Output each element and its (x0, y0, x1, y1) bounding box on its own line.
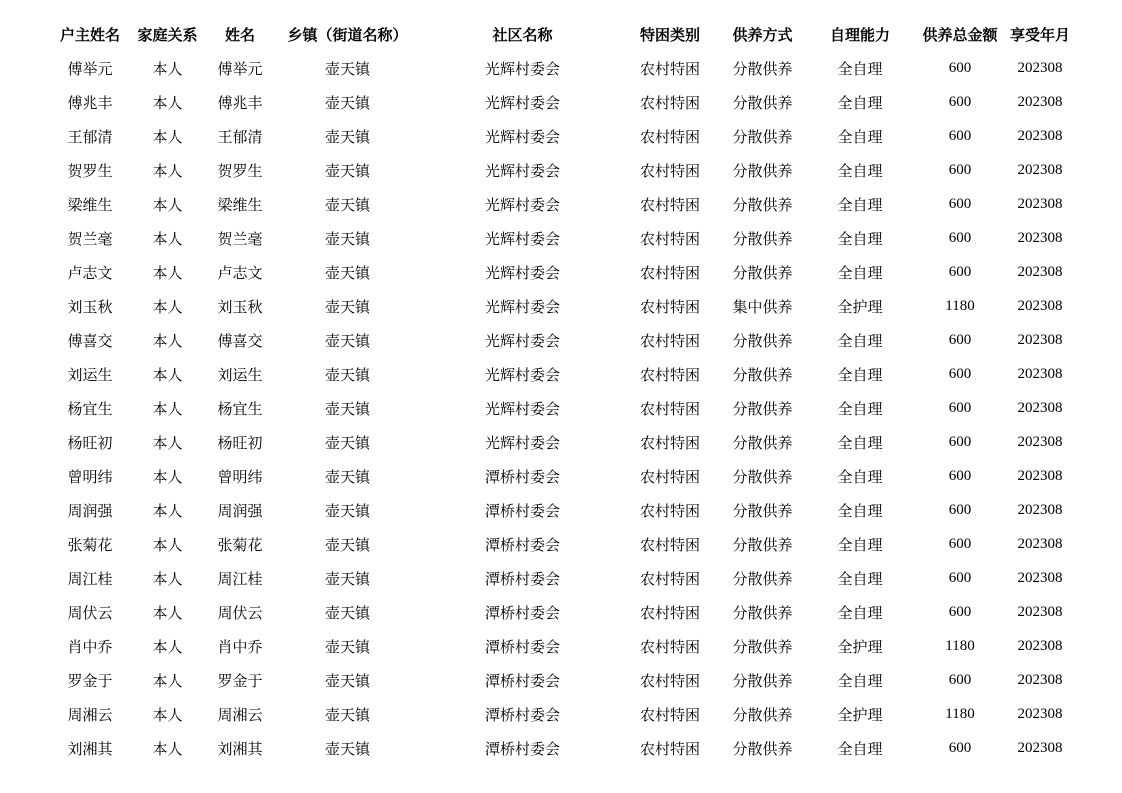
cell-community: 潭桥村委会 (484, 739, 560, 758)
cell-household-head: 王郁清 (67, 127, 113, 146)
table-row (50, 425, 1070, 459)
cell-month: 202308 (1017, 467, 1063, 484)
cell-town: 壶天镇 (324, 433, 370, 452)
cell-community: 潭桥村委会 (484, 705, 560, 724)
cell-relation: 本人 (152, 433, 183, 452)
cell-name: 杨旺初 (217, 433, 263, 452)
cell-relation: 本人 (152, 671, 183, 690)
header-self-care: 自理能力 (829, 25, 890, 44)
cell-community: 潭桥村委会 (484, 603, 560, 622)
cell-community: 潭桥村委会 (484, 501, 560, 520)
cell-category: 农村特困 (639, 229, 700, 248)
cell-name: 傅喜交 (217, 331, 263, 350)
cell-category: 农村特困 (639, 433, 700, 452)
cell-amount: 600 (948, 467, 972, 484)
cell-town: 壶天镇 (324, 331, 370, 350)
cell-relation: 本人 (152, 161, 183, 180)
cell-name: 刘玉秋 (217, 297, 263, 316)
table-row (50, 357, 1070, 391)
cell-town: 壶天镇 (324, 739, 370, 758)
cell-amount: 600 (948, 365, 972, 382)
cell-month: 202308 (1017, 59, 1063, 76)
header-month: 享受年月 (1010, 25, 1070, 44)
cell-town: 壶天镇 (324, 603, 370, 622)
cell-name: 周湘云 (217, 705, 263, 724)
cell-support-mode: 分散供养 (732, 263, 793, 282)
support-roster-table (50, 17, 1070, 765)
cell-relation: 本人 (152, 263, 183, 282)
cell-community: 光辉村委会 (484, 263, 560, 282)
cell-household-head: 刘运生 (67, 365, 113, 384)
cell-town: 壶天镇 (324, 467, 370, 486)
cell-month: 202308 (1017, 569, 1063, 586)
cell-community: 光辉村委会 (484, 127, 560, 146)
cell-community: 光辉村委会 (484, 297, 560, 316)
cell-relation: 本人 (152, 739, 183, 758)
cell-self-care: 全自理 (837, 59, 883, 78)
table-row (50, 595, 1070, 629)
cell-support-mode: 分散供养 (732, 569, 793, 588)
table-row (50, 85, 1070, 119)
cell-community: 光辉村委会 (484, 161, 560, 180)
cell-town: 壶天镇 (324, 229, 370, 248)
cell-household-head: 刘玉秋 (67, 297, 113, 316)
cell-category: 农村特困 (639, 93, 700, 112)
header-row (50, 17, 1070, 51)
cell-name: 贺兰毫 (217, 229, 263, 248)
cell-household-head: 张菊花 (67, 535, 113, 554)
cell-category: 农村特困 (639, 161, 700, 180)
header-relation: 家庭关系 (137, 25, 198, 44)
cell-town: 壶天镇 (324, 501, 370, 520)
table-row (50, 561, 1070, 595)
cell-relation: 本人 (152, 705, 183, 724)
cell-community: 潭桥村委会 (484, 637, 560, 656)
cell-household-head: 刘湘其 (67, 739, 113, 758)
table-row (50, 629, 1070, 663)
cell-relation: 本人 (152, 603, 183, 622)
cell-month: 202308 (1017, 535, 1063, 552)
cell-amount: 600 (948, 399, 972, 416)
cell-support-mode: 分散供养 (732, 127, 793, 146)
cell-month: 202308 (1017, 399, 1063, 416)
cell-month: 202308 (1017, 195, 1063, 212)
table-row (50, 323, 1070, 357)
cell-support-mode: 分散供养 (732, 331, 793, 350)
table-row (50, 731, 1070, 765)
cell-self-care: 全自理 (837, 365, 883, 384)
cell-support-mode: 分散供养 (732, 161, 793, 180)
cell-month: 202308 (1017, 365, 1063, 382)
cell-name: 贺罗生 (217, 161, 263, 180)
cell-self-care: 全自理 (837, 739, 883, 758)
cell-month: 202308 (1017, 331, 1063, 348)
cell-town: 壶天镇 (324, 161, 370, 180)
cell-household-head: 周润强 (67, 501, 113, 520)
cell-amount: 1180 (945, 297, 975, 314)
cell-community: 潭桥村委会 (484, 569, 560, 588)
cell-relation: 本人 (152, 365, 183, 384)
cell-name: 周润强 (217, 501, 263, 520)
cell-category: 农村特困 (639, 671, 700, 690)
cell-support-mode: 分散供养 (732, 59, 793, 78)
cell-support-mode: 分散供养 (732, 365, 793, 384)
cell-amount: 600 (948, 229, 972, 246)
cell-amount: 600 (948, 127, 972, 144)
cell-support-mode: 分散供养 (732, 195, 793, 214)
cell-self-care: 全自理 (837, 603, 883, 622)
cell-amount: 600 (948, 739, 972, 756)
table-row (50, 51, 1070, 85)
cell-town: 壶天镇 (324, 365, 370, 384)
cell-month: 202308 (1017, 161, 1063, 178)
cell-self-care: 全自理 (837, 161, 883, 180)
cell-community: 光辉村委会 (484, 433, 560, 452)
cell-month: 202308 (1017, 705, 1063, 722)
cell-category: 农村特困 (639, 705, 700, 724)
cell-month: 202308 (1017, 297, 1063, 314)
cell-month: 202308 (1017, 229, 1063, 246)
cell-month: 202308 (1017, 263, 1063, 280)
cell-amount: 600 (948, 161, 972, 178)
cell-relation: 本人 (152, 331, 183, 350)
cell-household-head: 梁维生 (67, 195, 113, 214)
cell-relation: 本人 (152, 229, 183, 248)
cell-self-care: 全自理 (837, 433, 883, 452)
cell-town: 壶天镇 (324, 263, 370, 282)
cell-amount: 600 (948, 569, 972, 586)
cell-name: 傅举元 (217, 59, 263, 78)
cell-self-care: 全自理 (837, 467, 883, 486)
cell-household-head: 曾明纬 (67, 467, 113, 486)
header-community: 社区名称 (492, 25, 553, 44)
table-header (50, 17, 1070, 51)
cell-category: 农村特困 (639, 399, 700, 418)
table-row (50, 255, 1070, 289)
cell-category: 农村特困 (639, 195, 700, 214)
cell-name: 卢志文 (217, 263, 263, 282)
cell-amount: 600 (948, 93, 972, 110)
cell-category: 农村特困 (639, 603, 700, 622)
header-category: 特困类别 (639, 25, 700, 44)
cell-category: 农村特困 (639, 535, 700, 554)
header-name: 姓名 (224, 25, 255, 44)
cell-name: 王郁清 (217, 127, 263, 146)
cell-name: 傅兆丰 (217, 93, 263, 112)
cell-relation: 本人 (152, 93, 183, 112)
cell-town: 壶天镇 (324, 705, 370, 724)
cell-support-mode: 集中供养 (732, 297, 793, 316)
table-row (50, 493, 1070, 527)
cell-town: 壶天镇 (324, 127, 370, 146)
cell-town: 壶天镇 (324, 535, 370, 554)
table-row (50, 153, 1070, 187)
cell-category: 农村特困 (639, 365, 700, 384)
cell-household-head: 肖中乔 (67, 637, 113, 656)
cell-self-care: 全自理 (837, 535, 883, 554)
cell-name: 刘湘其 (217, 739, 263, 758)
cell-self-care: 全自理 (837, 127, 883, 146)
cell-category: 农村特困 (639, 637, 700, 656)
cell-community: 潭桥村委会 (484, 467, 560, 486)
cell-self-care: 全自理 (837, 263, 883, 282)
cell-name: 刘运生 (217, 365, 263, 384)
cell-support-mode: 分散供养 (732, 603, 793, 622)
cell-name: 罗金于 (217, 671, 263, 690)
cell-name: 曾明纬 (217, 467, 263, 486)
cell-self-care: 全自理 (837, 331, 883, 350)
cell-household-head: 傅举元 (67, 59, 113, 78)
cell-category: 农村特困 (639, 467, 700, 486)
table-row (50, 187, 1070, 221)
cell-support-mode: 分散供养 (732, 399, 793, 418)
cell-household-head: 周江桂 (67, 569, 113, 588)
cell-category: 农村特困 (639, 297, 700, 316)
cell-relation: 本人 (152, 501, 183, 520)
cell-town: 壶天镇 (324, 195, 370, 214)
cell-community: 光辉村委会 (484, 399, 560, 418)
cell-category: 农村特困 (639, 331, 700, 350)
cell-relation: 本人 (152, 569, 183, 588)
cell-community: 潭桥村委会 (484, 671, 560, 690)
table-row (50, 391, 1070, 425)
header-town: 乡镇（街道名称） (287, 25, 408, 44)
cell-relation: 本人 (152, 127, 183, 146)
cell-amount: 1180 (945, 705, 975, 722)
cell-month: 202308 (1017, 603, 1063, 620)
cell-household-head: 杨旺初 (67, 433, 113, 452)
cell-self-care: 全自理 (837, 501, 883, 520)
cell-household-head: 傅兆丰 (67, 93, 113, 112)
cell-amount: 600 (948, 433, 972, 450)
cell-amount: 600 (948, 263, 972, 280)
cell-category: 农村特困 (639, 739, 700, 758)
cell-amount: 600 (948, 195, 972, 212)
cell-month: 202308 (1017, 739, 1063, 756)
cell-amount: 600 (948, 331, 972, 348)
cell-relation: 本人 (152, 467, 183, 486)
cell-town: 壶天镇 (324, 671, 370, 690)
cell-support-mode: 分散供养 (732, 229, 793, 248)
cell-town: 壶天镇 (324, 297, 370, 316)
cell-self-care: 全自理 (837, 399, 883, 418)
cell-self-care: 全护理 (837, 297, 883, 316)
cell-town: 壶天镇 (324, 637, 370, 656)
cell-household-head: 傅喜交 (67, 331, 113, 350)
cell-month: 202308 (1017, 671, 1063, 688)
cell-town: 壶天镇 (324, 569, 370, 588)
cell-support-mode: 分散供养 (732, 501, 793, 520)
cell-self-care: 全自理 (837, 569, 883, 588)
cell-self-care: 全自理 (837, 671, 883, 690)
cell-community: 光辉村委会 (484, 59, 560, 78)
cell-support-mode: 分散供养 (732, 535, 793, 554)
cell-category: 农村特困 (639, 263, 700, 282)
cell-category: 农村特困 (639, 501, 700, 520)
cell-town: 壶天镇 (324, 399, 370, 418)
header-household-head: 户主姓名 (59, 25, 120, 44)
cell-self-care: 全自理 (837, 93, 883, 112)
cell-month: 202308 (1017, 501, 1063, 518)
cell-household-head: 贺兰毫 (67, 229, 113, 248)
cell-relation: 本人 (152, 195, 183, 214)
cell-town: 壶天镇 (324, 93, 370, 112)
cell-amount: 600 (948, 501, 972, 518)
cell-self-care: 全自理 (837, 195, 883, 214)
cell-community: 潭桥村委会 (484, 535, 560, 554)
cell-household-head: 卢志文 (67, 263, 113, 282)
cell-month: 202308 (1017, 433, 1063, 450)
cell-household-head: 贺罗生 (67, 161, 113, 180)
cell-support-mode: 分散供养 (732, 739, 793, 758)
cell-self-care: 全护理 (837, 637, 883, 656)
cell-month: 202308 (1017, 127, 1063, 144)
cell-community: 光辉村委会 (484, 229, 560, 248)
cell-relation: 本人 (152, 297, 183, 316)
cell-support-mode: 分散供养 (732, 671, 793, 690)
cell-amount: 600 (948, 535, 972, 552)
cell-household-head: 罗金于 (67, 671, 113, 690)
cell-amount: 600 (948, 671, 972, 688)
cell-name: 周江桂 (217, 569, 263, 588)
cell-community: 光辉村委会 (484, 195, 560, 214)
header-amount: 供养总金额 (922, 25, 998, 44)
cell-month: 202308 (1017, 93, 1063, 110)
cell-amount: 1180 (945, 637, 975, 654)
cell-support-mode: 分散供养 (732, 705, 793, 724)
cell-household-head: 周湘云 (67, 705, 113, 724)
cell-relation: 本人 (152, 637, 183, 656)
cell-name: 张菊花 (217, 535, 263, 554)
cell-household-head: 杨宜生 (67, 399, 113, 418)
cell-town: 壶天镇 (324, 59, 370, 78)
cell-name: 梁维生 (217, 195, 263, 214)
table-row (50, 527, 1070, 561)
table-row (50, 459, 1070, 493)
cell-household-head: 周伏云 (67, 603, 113, 622)
cell-amount: 600 (948, 59, 972, 76)
cell-self-care: 全护理 (837, 705, 883, 724)
cell-name: 周伏云 (217, 603, 263, 622)
cell-support-mode: 分散供养 (732, 433, 793, 452)
cell-relation: 本人 (152, 399, 183, 418)
cell-support-mode: 分散供养 (732, 637, 793, 656)
cell-community: 光辉村委会 (484, 331, 560, 350)
cell-community: 光辉村委会 (484, 93, 560, 112)
cell-support-mode: 分散供养 (732, 93, 793, 112)
cell-support-mode: 分散供养 (732, 467, 793, 486)
table-body (50, 51, 1070, 765)
table-row (50, 221, 1070, 255)
cell-month: 202308 (1017, 637, 1063, 654)
table-row (50, 663, 1070, 697)
cell-name: 肖中乔 (217, 637, 263, 656)
cell-community: 光辉村委会 (484, 365, 560, 384)
cell-self-care: 全自理 (837, 229, 883, 248)
cell-category: 农村特困 (639, 127, 700, 146)
table-row (50, 697, 1070, 731)
cell-relation: 本人 (152, 59, 183, 78)
cell-amount: 600 (948, 603, 972, 620)
table-row (50, 119, 1070, 153)
header-support-mode: 供养方式 (732, 25, 793, 44)
cell-category: 农村特困 (639, 569, 700, 588)
cell-category: 农村特困 (639, 59, 700, 78)
cell-name: 杨宜生 (217, 399, 263, 418)
cell-relation: 本人 (152, 535, 183, 554)
table-row (50, 289, 1070, 323)
